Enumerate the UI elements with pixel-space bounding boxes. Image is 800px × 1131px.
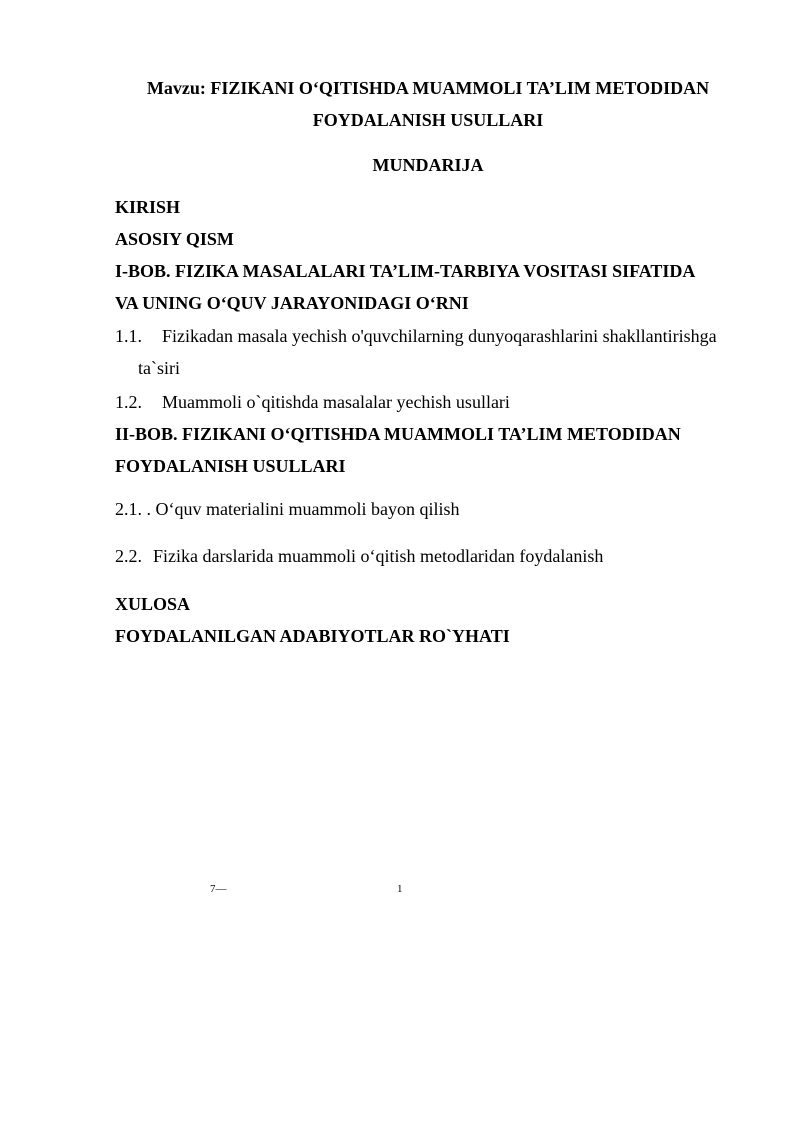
toc-section-title: O‘quv materialini muammoli bayon qilish xyxy=(155,499,460,519)
toc-section-1-1 xyxy=(115,326,717,346)
toc-section-title: Muammoli o`qitishda masalalar yechish usullari xyxy=(162,392,510,412)
toc-section-number: 2.1. . xyxy=(115,499,151,519)
toc-chapter-1-line-2: VA UNING O‘QUV JARAYONIDAGI O‘RNI xyxy=(115,293,469,313)
toc-chapter-2-line-2: FOYDALANISH USULLARI xyxy=(115,456,346,476)
toc-entry-references: FOYDALANILGAN ADABIYOTLAR RO`YHATI xyxy=(115,626,510,646)
document-title-line-2: FOYDALANISH USULLARI xyxy=(312,110,544,130)
toc-section-1-1-continuation: ta`siri xyxy=(138,358,180,378)
footer-left-mark: 7— xyxy=(210,883,227,895)
toc-section-number: 1.2. xyxy=(115,392,142,412)
toc-chapter-1-line-1: I-BOB. FIZIKA MASALALARI TA’LIM-TARBIYA VOSITASI SIFATIDA xyxy=(115,261,696,281)
toc-heading: MUNDARIJA xyxy=(372,155,484,175)
toc-chapter-2-line-1: II-BOB. FIZIKANI O‘QITISHDA MUAMMOLI TA’LIM METODIDAN xyxy=(115,424,681,444)
toc-section-number: 2.2. xyxy=(115,546,142,566)
page-number: 1 xyxy=(397,883,403,895)
document-title-line-1: Mavzu: FIZIKANI O‘QITISHDA MUAMMOLI TA’LIM METODIDAN xyxy=(146,78,710,98)
toc-entry-main-part: ASOSIY QISM xyxy=(115,229,234,249)
toc-section-2-2 xyxy=(115,546,603,566)
toc-entry-intro: KIRISH xyxy=(115,197,181,217)
toc-section-number: 1.1. xyxy=(115,326,142,346)
toc-section-title: Fizikadan masala yechish o'quvchilarning dunyoqarashlarini shakllantirishga xyxy=(162,326,717,346)
toc-entry-conclusion: XULOSA xyxy=(115,594,191,614)
toc-section-title: Fizika darslarida muammoli o‘qitish metodlaridan foydalanish xyxy=(153,546,604,566)
toc-section-2-1 xyxy=(115,499,459,519)
toc-section-1-2 xyxy=(115,392,510,412)
